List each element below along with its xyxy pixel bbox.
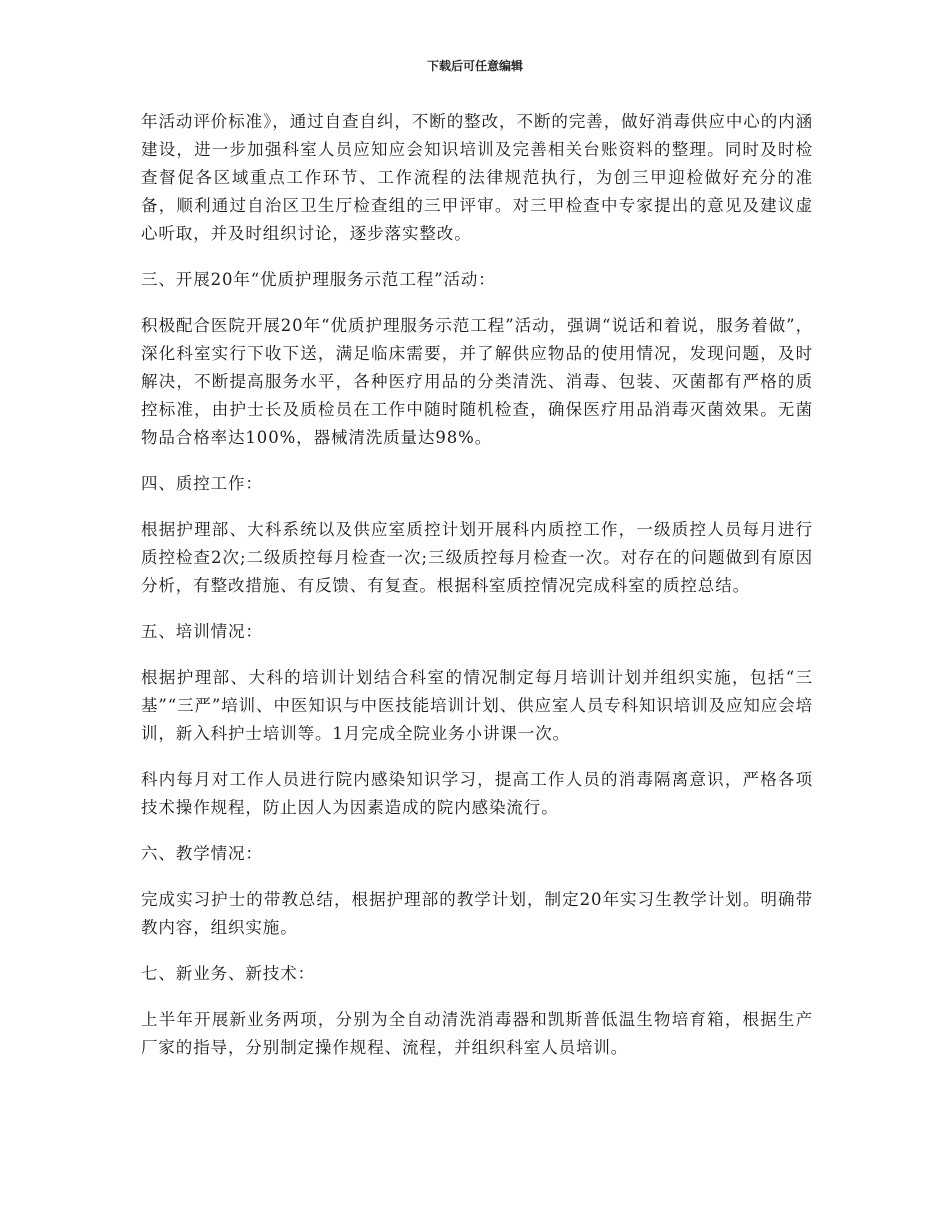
- section-heading-3: 三、开展20年“优质护理服务示范工程”活动：: [141, 270, 496, 289]
- paragraph-training: 根据护理部、大科的培训计划结合科室的情况制定每月培训计划并组织实施，包括“三基”“三严”培训、中医知识与中医技能培训计划、供应室人员专科知识培训及应知应会培训，新入科护士培训等。1月完成全院业务小讲课一次。: [141, 668, 813, 743]
- paragraph-intro: 年活动评价标准》，通过自查自纠，不断的整改，不断的完善，做好消毒供应中心的内涵建设，进一步加强科室人员应知应会知识培训及完善相关台账资料的整理。同时及时检查督促各区域重点工作环节、工作流程的法律规范执行，为创三甲迎检做好充分的准备，顺利通过自治区卫生厅检查组的三甲评审。对三甲检查中专家提出的意见及建议虚心听取，并及时组织讨论，逐步落实整改。: [141, 112, 813, 243]
- paragraph-infection-training: 科内每月对工作人员进行院内感染知识学习，提高工作人员的消毒隔离意识，严格各项技术操作规程，防止因人为因素造成的院内感染流行。: [141, 770, 813, 817]
- page-header: 下载后可任意编辑: [426, 59, 523, 73]
- paragraph-quality-control: 根据护理部、大科系统以及供应室质控计划开展科内质控工作，一级质控人员每月进行质控检查2次;二级质控每月检查一次;三级质控每月检查一次。对存在的问题做到有原因分析，有整改措施、有反馈、有复查。根据科室质控情况完成科室的质控总结。: [141, 520, 813, 595]
- section-heading-5: 五、培训情况：: [141, 622, 263, 641]
- document-body: [141, 108, 813, 1080]
- paragraph-teaching: 完成实习护士的带教总结，根据护理部的教学计划，制定20年实习生教学计划。明确带教内容，组织实施。: [141, 890, 813, 937]
- section-heading-7: 七、新业务、新技术：: [141, 964, 315, 983]
- section-heading-6: 六、教学情况：: [141, 844, 263, 863]
- paragraph-quality-care: 积极配合医院开展20年“优质护理服务示范工程”活动，强调“说话和着说，服务着做”，深化科室实行下收下送，满足临床需要，并了解供应物品的使用情况，发现问题，及时解决，不断提高服务水平，各种医疗用品的分类清洗、消毒、包装、灭菌都有严格的质控标准，由护士长及质检员在工作中随时随机检查，确保医疗用品消毒灭菌效果。无菌物品合格率达100%，器械清洗质量达98%。: [141, 316, 813, 447]
- paragraph-new-business: 上半年开展新业务两项，分别为全自动清洗消毒器和凯斯普低温生物培育箱，根据生产厂家的指导，分别制定操作规程、流程，并组织科室人员培训。: [141, 1010, 813, 1057]
- section-heading-4: 四、质控工作：: [141, 474, 263, 493]
